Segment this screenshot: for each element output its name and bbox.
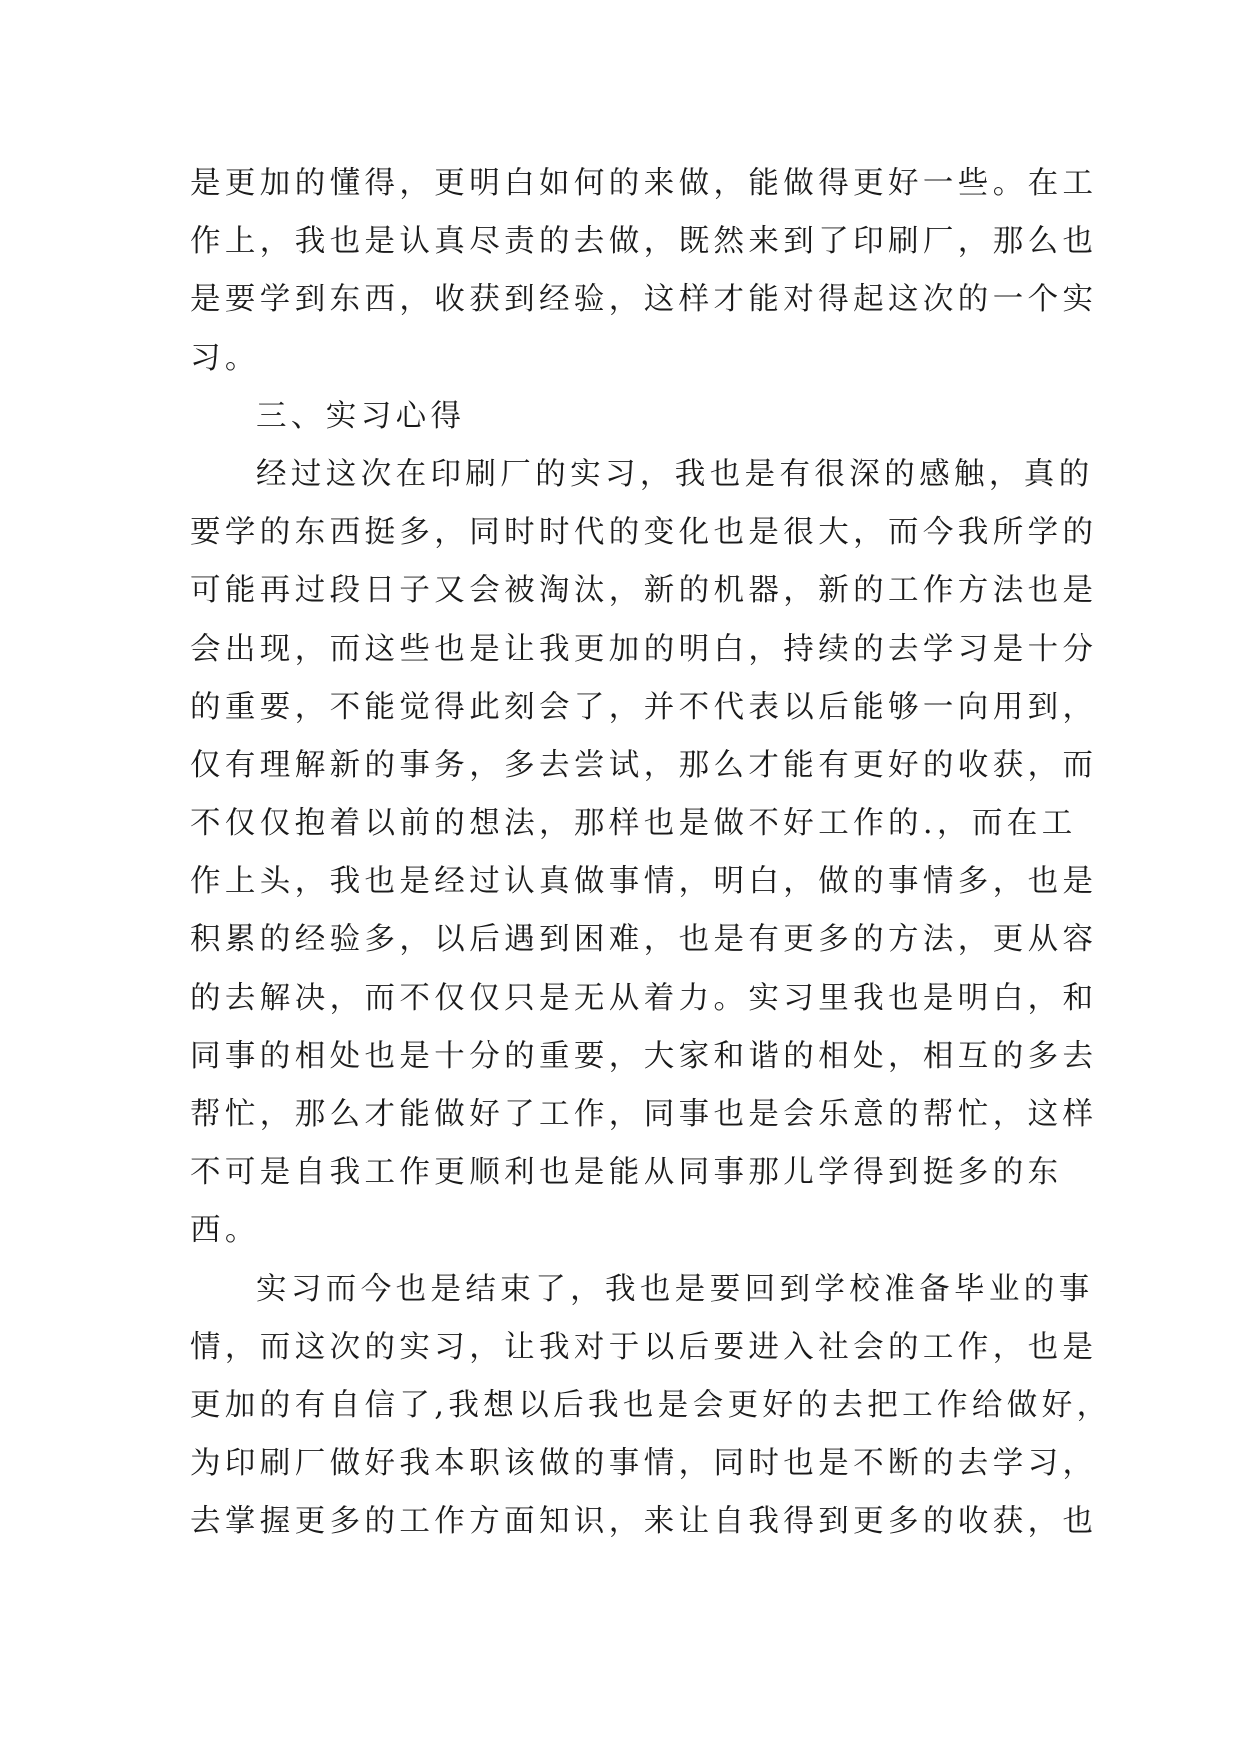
text-line: 积累的经验多，以后遇到困难，也是有更多的方法，更从容 xyxy=(190,922,1098,958)
text-line: 要学的东西挺多，同时时代的变化也是很大，而今我所学的 xyxy=(190,515,1098,551)
text-line: 情，而这次的实习，让我对于以后要进入社会的工作，也是 xyxy=(190,1329,1098,1365)
text-line: 三、实习心得 xyxy=(256,398,466,434)
text-line: 可能再过段日子又会被淘汰，新的机器，新的工作方法也是 xyxy=(190,573,1098,609)
text-line: 作上，我也是认真尽责的去做，既然来到了印刷厂，那么也 xyxy=(190,224,1098,260)
text-line: 实习而今也是结束了，我也是要回到学校准备毕业的事 xyxy=(256,1271,1094,1307)
text-line: 同事的相处也是十分的重要，大家和谐的相处，相互的多去 xyxy=(190,1038,1098,1074)
text-line: 经过这次在印刷厂的实习，我也是有很深的感触，真的 xyxy=(256,456,1094,492)
body-text xyxy=(190,155,1112,1552)
text-line: 的去解决，而不仅仅只是无从着力。实习里我也是明白，和 xyxy=(190,980,1098,1016)
text-line: 帮忙，那么才能做好了工作，同事也是会乐意的帮忙，这样 xyxy=(190,1097,1098,1132)
text-line: 习。 xyxy=(190,340,260,376)
text-line: 是要学到东西，收获到经验，这样才能对得起这次的一个实 xyxy=(190,282,1098,318)
text-line: 会出现，而这些也是让我更加的明白，持续的去学习是十分 xyxy=(190,631,1098,667)
text-line: 的重要，不能觉得此刻会了，并不代表以后能够一向用到， xyxy=(190,689,1098,725)
text-line: 不可是自我工作更顺利也是能从同事那儿学得到挺多的东 xyxy=(190,1155,1063,1191)
text-line: 不仅仅抱着以前的想法，那样也是做不好工作的.，而在工 xyxy=(190,806,1077,842)
text-line: 是更加的懂得，更明白如何的来做，能做得更好一些。在工 xyxy=(190,166,1098,201)
text-line: 为印刷厂做好我本职该做的事情，同时也是不断的去学习， xyxy=(190,1446,1098,1482)
text-line: 更加的有自信了,我想以后我也是会更好的去把工作给做好， xyxy=(190,1387,1112,1423)
text-line: 仅有理解新的事务，多去尝试，那么才能有更好的收获，而 xyxy=(190,747,1098,783)
text-line: 去掌握更多的工作方面知识，来让自我得到更多的收获，也 xyxy=(190,1504,1098,1540)
text-line: 作上头，我也是经过认真做事情，明白，做的事情多，也是 xyxy=(190,864,1098,900)
text-line: 西。 xyxy=(190,1213,260,1249)
